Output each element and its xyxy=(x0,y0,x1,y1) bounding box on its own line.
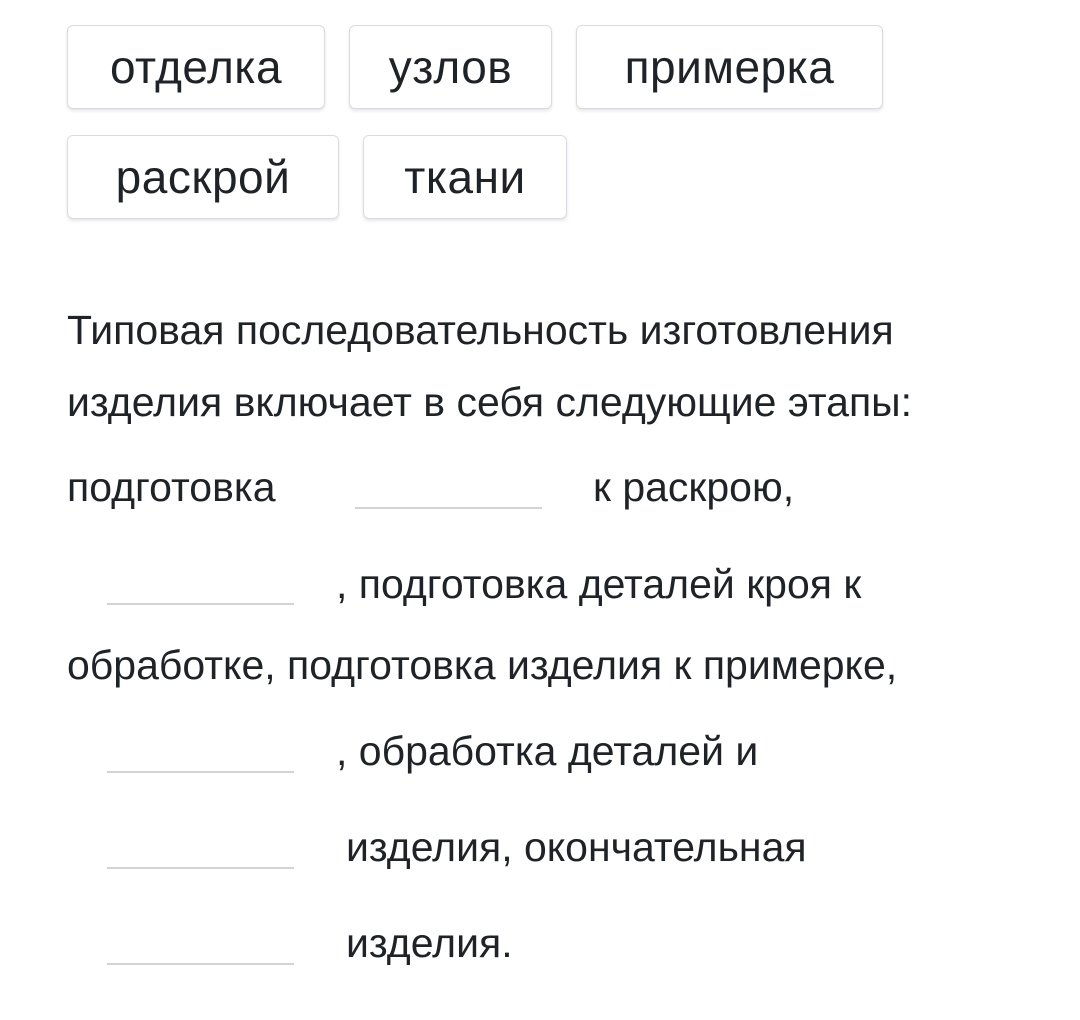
answer-blank-5[interactable] xyxy=(107,963,294,965)
answer-blank-1[interactable] xyxy=(355,507,542,509)
sentence-segment-3: , подготовка деталей кроя к xyxy=(336,561,862,607)
sentence-segment-2: к раскрою, xyxy=(593,464,795,510)
word-chip-raskroy[interactable]: раскрой xyxy=(67,135,339,219)
sentence-segment-6: изделия, окончательная xyxy=(346,824,807,870)
sentence-segment-1: подготовка xyxy=(67,464,276,510)
question-line-2: изделия включает в себя следующие этапы: xyxy=(67,379,913,425)
sentence-segment-4: обработке, подготовка изделия к примерке, xyxy=(67,642,898,688)
word-chip-uzlov[interactable]: узлов xyxy=(349,25,552,109)
word-chip-primerka[interactable]: примерка xyxy=(576,25,883,109)
sentence-segment-7: изделия. xyxy=(346,920,513,966)
answer-blank-4[interactable] xyxy=(107,867,294,869)
sentence-segment-5: , обработка деталей и xyxy=(336,728,759,774)
word-chip-otdelka[interactable]: отделка xyxy=(67,25,325,109)
answer-blank-3[interactable] xyxy=(107,771,294,773)
word-chip-tkani[interactable]: ткани xyxy=(363,135,567,219)
answer-blank-2[interactable] xyxy=(107,603,294,605)
question-line-1: Типовая последовательность изготовления xyxy=(67,307,894,353)
